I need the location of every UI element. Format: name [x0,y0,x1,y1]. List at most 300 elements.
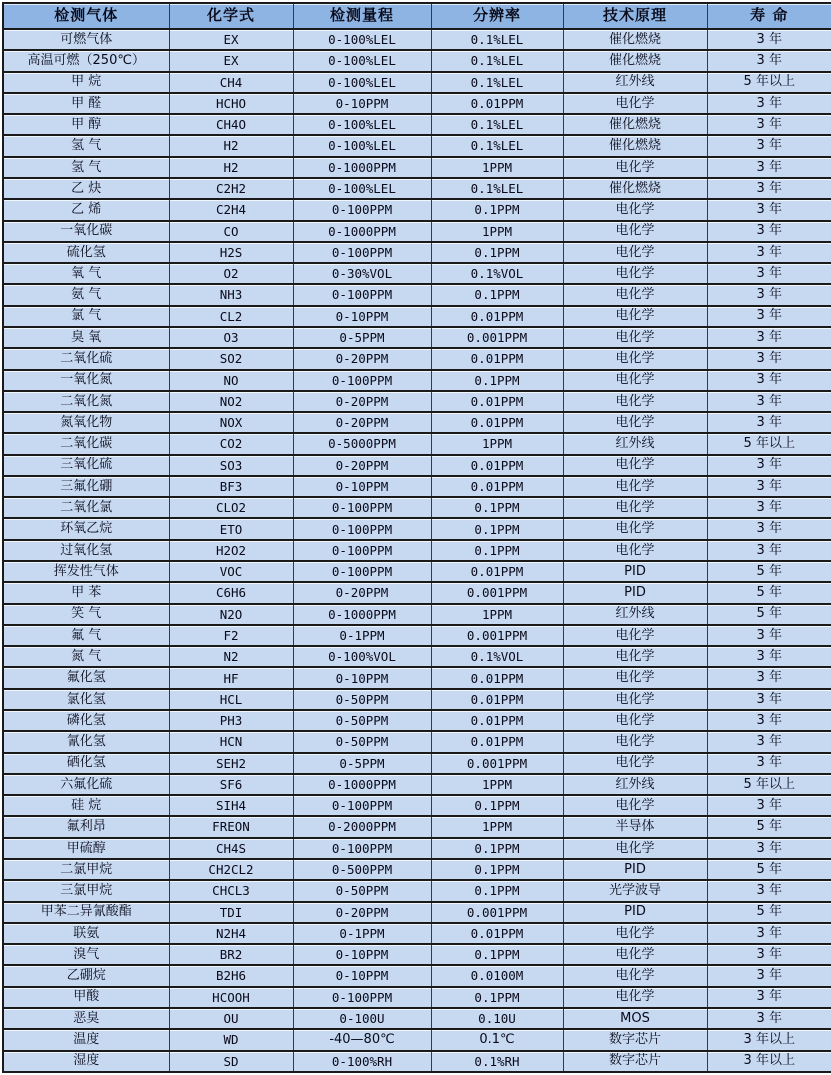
column-header-resolution: 分辨率 [431,3,563,29]
cell-lifespan: 3 年 [707,455,831,476]
cell-resolution: 0.0100M [431,965,563,986]
table-row [3,774,831,795]
column-header-lifespan: 寿 命 [707,3,831,29]
table-row [3,838,831,859]
cell-detection-range: 0-1000PPM [293,157,431,178]
cell-lifespan: 5 年以上 [707,72,831,93]
cell-lifespan: 3 年 [707,795,831,816]
cell-gas-name: 高温可燃（250℃） [3,50,169,71]
cell-lifespan: 3 年 [707,923,831,944]
cell-technology: 电化学 [563,284,707,305]
cell-gas-name: 溴气 [3,944,169,965]
cell-chemical-formula: CH4 [169,72,293,93]
cell-chemical-formula: CH2CL2 [169,859,293,880]
cell-detection-range: 0-100PPM [293,199,431,220]
cell-technology: 催化燃烧 [563,29,707,50]
column-header-technology: 技术原理 [563,3,707,29]
cell-resolution: 0.01PPM [431,689,563,710]
cell-gas-name: 二氧化氮 [3,391,169,412]
cell-gas-name: 硒化氢 [3,753,169,774]
cell-technology: 电化学 [563,391,707,412]
cell-lifespan: 5 年 [707,561,831,582]
cell-chemical-formula: TDI [169,902,293,923]
cell-chemical-formula: C2H2 [169,178,293,199]
table-row [3,433,831,454]
cell-detection-range: 0-1PPM [293,625,431,646]
cell-resolution: 0.01PPM [431,710,563,731]
cell-detection-range: 0-2000PPM [293,816,431,837]
cell-gas-name: 氧 气 [3,263,169,284]
cell-technology: 电化学 [563,157,707,178]
cell-chemical-formula: CHCL3 [169,880,293,901]
table-row [3,646,831,667]
cell-technology: 电化学 [563,263,707,284]
cell-gas-name: 氮 气 [3,646,169,667]
cell-chemical-formula: SO2 [169,348,293,369]
cell-resolution: 0.1%LEL [431,50,563,71]
cell-chemical-formula: BF3 [169,476,293,497]
cell-resolution: 0.001PPM [431,753,563,774]
cell-detection-range: 0-100%LEL [293,114,431,135]
cell-chemical-formula: SEH2 [169,753,293,774]
cell-gas-name: 乙硼烷 [3,965,169,986]
cell-chemical-formula: WD [169,1029,293,1050]
table-row [3,944,831,965]
table-row [3,157,831,178]
table-row [3,667,831,688]
table-row [3,731,831,752]
cell-chemical-formula: VOC [169,561,293,582]
table-row [3,114,831,135]
table-row [3,518,831,539]
table-row [3,242,831,263]
cell-detection-range: 0-100%LEL [293,178,431,199]
cell-resolution: 0.01PPM [431,412,563,433]
cell-resolution: 0.01PPM [431,391,563,412]
cell-chemical-formula: CH4O [169,114,293,135]
cell-lifespan: 3 年 [707,50,831,71]
table-row [3,306,831,327]
cell-resolution: 0.1%LEL [431,135,563,156]
cell-gas-name: 三氟化硼 [3,476,169,497]
cell-chemical-formula: EX [169,29,293,50]
cell-detection-range: -40—80℃ [293,1029,431,1050]
cell-chemical-formula: ETO [169,518,293,539]
cell-chemical-formula: C2H4 [169,199,293,220]
cell-resolution: 0.01PPM [431,923,563,944]
cell-resolution: 0.01PPM [431,93,563,114]
cell-technology: 电化学 [563,412,707,433]
cell-technology: 电化学 [563,540,707,561]
cell-detection-range: 0-1000PPM [293,221,431,242]
cell-gas-name: 甲硫醇 [3,838,169,859]
cell-resolution: 0.1PPM [431,987,563,1008]
cell-detection-range: 0-100PPM [293,497,431,518]
cell-resolution: 0.1%LEL [431,72,563,93]
cell-resolution: 0.1PPM [431,944,563,965]
table-row [3,582,831,603]
cell-resolution: 0.10U [431,1008,563,1029]
table-row [3,689,831,710]
cell-technology: 电化学 [563,518,707,539]
table-row [3,476,831,497]
cell-detection-range: 0-5000PPM [293,433,431,454]
cell-technology: PID [563,582,707,603]
cell-detection-range: 0-50PPM [293,710,431,731]
cell-resolution: 0.1%VOL [431,646,563,667]
table-row [3,859,831,880]
cell-technology: 电化学 [563,710,707,731]
cell-gas-name: 乙 烯 [3,199,169,220]
cell-chemical-formula: HF [169,667,293,688]
table-row [3,412,831,433]
cell-technology: 红外线 [563,72,707,93]
cell-gas-name: 氯 气 [3,306,169,327]
table-row [3,1029,831,1050]
table-row [3,135,831,156]
cell-gas-name: 乙 炔 [3,178,169,199]
cell-gas-name: 甲 苯 [3,582,169,603]
cell-resolution: 0.1%LEL [431,178,563,199]
cell-lifespan: 5 年 [707,902,831,923]
cell-technology: 电化学 [563,370,707,391]
cell-detection-range: 0-30%VOL [293,263,431,284]
table-row [3,221,831,242]
cell-technology: 催化燃烧 [563,135,707,156]
table-row [3,284,831,305]
cell-technology: MOS [563,1008,707,1029]
table-row [3,923,831,944]
cell-lifespan: 3 年 [707,199,831,220]
table-row [3,902,831,923]
cell-lifespan: 3 年 [707,221,831,242]
cell-detection-range: 0-100%LEL [293,135,431,156]
table-row [3,1008,831,1029]
cell-gas-name: 氯化氢 [3,689,169,710]
table-row [3,625,831,646]
cell-gas-name: 联氨 [3,923,169,944]
table-row [3,327,831,348]
cell-lifespan: 3 年 [707,753,831,774]
cell-technology: 红外线 [563,774,707,795]
cell-technology: 半导体 [563,816,707,837]
cell-resolution: 0.001PPM [431,327,563,348]
cell-detection-range: 0-100PPM [293,370,431,391]
cell-resolution: 0.001PPM [431,902,563,923]
cell-technology: 红外线 [563,433,707,454]
cell-detection-range: 0-100PPM [293,987,431,1008]
cell-resolution: 1PPM [431,433,563,454]
cell-resolution: 0.1PPM [431,880,563,901]
cell-gas-name: 二氧化硫 [3,348,169,369]
cell-chemical-formula: H2S [169,242,293,263]
cell-resolution: 0.001PPM [431,582,563,603]
cell-gas-name: 氨 气 [3,284,169,305]
cell-gas-name: 甲酸 [3,987,169,1008]
table-row [3,987,831,1008]
cell-lifespan: 3 年以上 [707,1051,831,1073]
cell-resolution: 0.1PPM [431,242,563,263]
cell-lifespan: 3 年 [707,29,831,50]
cell-gas-name: 二氯甲烷 [3,859,169,880]
cell-technology: 电化学 [563,944,707,965]
cell-chemical-formula: CH4S [169,838,293,859]
table-row [3,540,831,561]
cell-detection-range: 0-10PPM [293,476,431,497]
cell-chemical-formula: N2H4 [169,923,293,944]
cell-technology: 电化学 [563,327,707,348]
table-body [3,29,831,1072]
cell-gas-name: 三氧化硫 [3,455,169,476]
cell-detection-range: 0-100PPM [293,561,431,582]
cell-lifespan: 3 年 [707,157,831,178]
cell-chemical-formula: BR2 [169,944,293,965]
cell-gas-name: 甲 醛 [3,93,169,114]
cell-chemical-formula: CO [169,221,293,242]
table-row [3,93,831,114]
cell-detection-range: 0-100%LEL [293,29,431,50]
cell-chemical-formula: CLO2 [169,497,293,518]
cell-resolution: 0.1PPM [431,497,563,518]
cell-detection-range: 0-100PPM [293,518,431,539]
cell-lifespan: 3 年 [707,710,831,731]
cell-chemical-formula: H2 [169,135,293,156]
table-row [3,178,831,199]
cell-technology: 催化燃烧 [563,178,707,199]
table-row [3,497,831,518]
table-row [3,391,831,412]
cell-technology: 催化燃烧 [563,50,707,71]
cell-resolution: 1PPM [431,157,563,178]
cell-chemical-formula: N2 [169,646,293,667]
cell-technology: 光学波导 [563,880,707,901]
cell-gas-name: 氢 气 [3,135,169,156]
spec-table [2,2,831,1073]
table-header [3,3,831,29]
cell-resolution: 0.1PPM [431,838,563,859]
cell-detection-range: 0-100PPM [293,838,431,859]
cell-chemical-formula: NO [169,370,293,391]
cell-technology: PID [563,859,707,880]
cell-chemical-formula: SIH4 [169,795,293,816]
cell-technology: 电化学 [563,965,707,986]
cell-resolution: 0.1PPM [431,859,563,880]
cell-detection-range: 0-1000PPM [293,774,431,795]
cell-detection-range: 0-100PPM [293,242,431,263]
cell-gas-name: 甲苯二异氰酸酯 [3,902,169,923]
cell-lifespan: 3 年 [707,646,831,667]
cell-technology: PID [563,561,707,582]
cell-chemical-formula: CL2 [169,306,293,327]
cell-lifespan: 3 年 [707,306,831,327]
cell-lifespan: 3 年 [707,880,831,901]
cell-gas-name: 笑 气 [3,604,169,625]
cell-gas-name: 三氯甲烷 [3,880,169,901]
cell-lifespan: 3 年 [707,135,831,156]
cell-technology: 催化燃烧 [563,114,707,135]
cell-resolution: 0.1%RH [431,1051,563,1073]
cell-resolution: 1PPM [431,816,563,837]
cell-gas-name: 挥发性气体 [3,561,169,582]
table-row [3,72,831,93]
cell-resolution: 1PPM [431,221,563,242]
table-row [3,263,831,284]
cell-technology: 电化学 [563,987,707,1008]
cell-lifespan: 3 年 [707,263,831,284]
cell-gas-name: 磷化氢 [3,710,169,731]
cell-resolution: 0.1PPM [431,518,563,539]
cell-detection-range: 0-100PPM [293,795,431,816]
cell-resolution: 0.1PPM [431,795,563,816]
cell-resolution: 0.01PPM [431,348,563,369]
cell-chemical-formula: C6H6 [169,582,293,603]
cell-detection-range: 0-500PPM [293,859,431,880]
cell-detection-range: 0-100%VOL [293,646,431,667]
cell-lifespan: 5 年 [707,582,831,603]
cell-chemical-formula: PH3 [169,710,293,731]
cell-detection-range: 0-10PPM [293,667,431,688]
cell-technology: 电化学 [563,838,707,859]
cell-technology: 红外线 [563,604,707,625]
cell-lifespan: 3 年 [707,370,831,391]
cell-lifespan: 3 年 [707,93,831,114]
cell-chemical-formula: N2O [169,604,293,625]
cell-resolution: 0.01PPM [431,306,563,327]
cell-chemical-formula: O2 [169,263,293,284]
cell-lifespan: 3 年 [707,689,831,710]
cell-chemical-formula: SO3 [169,455,293,476]
table-row [3,50,831,71]
cell-lifespan: 5 年 [707,604,831,625]
cell-detection-range: 0-50PPM [293,689,431,710]
table-row [3,561,831,582]
cell-detection-range: 0-100PPM [293,540,431,561]
cell-lifespan: 3 年 [707,348,831,369]
cell-technology: 电化学 [563,476,707,497]
cell-resolution: 0.1℃ [431,1029,563,1050]
cell-technology: 电化学 [563,348,707,369]
cell-resolution: 0.01PPM [431,731,563,752]
cell-chemical-formula: FREON [169,816,293,837]
cell-technology: 电化学 [563,497,707,518]
cell-gas-name: 可燃气体 [3,29,169,50]
cell-gas-name: 六氟化硫 [3,774,169,795]
cell-lifespan: 5 年 [707,816,831,837]
cell-gas-name: 硫化氢 [3,242,169,263]
cell-lifespan: 3 年 [707,518,831,539]
cell-resolution: 0.01PPM [431,476,563,497]
cell-lifespan: 3 年 [707,114,831,135]
cell-chemical-formula: O3 [169,327,293,348]
cell-gas-name: 二氧化碳 [3,433,169,454]
cell-lifespan: 3 年 [707,667,831,688]
cell-gas-name: 环氧乙烷 [3,518,169,539]
cell-resolution: 0.1PPM [431,370,563,391]
cell-gas-name: 氟化氢 [3,667,169,688]
cell-chemical-formula: CO2 [169,433,293,454]
cell-resolution: 0.1%LEL [431,114,563,135]
cell-lifespan: 3 年 [707,412,831,433]
cell-lifespan: 3 年 [707,625,831,646]
cell-detection-range: 0-100%LEL [293,50,431,71]
cell-chemical-formula: NO2 [169,391,293,412]
cell-detection-range: 0-20PPM [293,391,431,412]
cell-chemical-formula: NH3 [169,284,293,305]
cell-gas-name: 氟 气 [3,625,169,646]
cell-chemical-formula: NOX [169,412,293,433]
table-row [3,199,831,220]
cell-lifespan: 5 年以上 [707,774,831,795]
cell-gas-name: 过氧化氢 [3,540,169,561]
cell-lifespan: 3 年 [707,327,831,348]
cell-detection-range: 0-10PPM [293,965,431,986]
cell-detection-range: 0-100U [293,1008,431,1029]
cell-gas-name: 氰化氢 [3,731,169,752]
cell-chemical-formula: EX [169,50,293,71]
cell-gas-name: 一氧化氮 [3,370,169,391]
cell-technology: 数字芯片 [563,1051,707,1073]
cell-detection-range: 0-100%RH [293,1051,431,1073]
cell-chemical-formula: HCHO [169,93,293,114]
cell-lifespan: 3 年 [707,391,831,412]
cell-chemical-formula: HCL [169,689,293,710]
header-row [3,3,831,29]
cell-resolution: 0.01PPM [431,455,563,476]
cell-gas-name: 一氧化碳 [3,221,169,242]
table-row [3,816,831,837]
cell-detection-range: 0-10PPM [293,944,431,965]
cell-resolution: 0.1%LEL [431,29,563,50]
table-row [3,795,831,816]
table-row [3,965,831,986]
cell-technology: 电化学 [563,923,707,944]
cell-chemical-formula: SF6 [169,774,293,795]
cell-lifespan: 3 年以上 [707,1029,831,1050]
cell-technology: 数字芯片 [563,1029,707,1050]
cell-detection-range: 0-5PPM [293,753,431,774]
column-header-range: 检测量程 [293,3,431,29]
cell-lifespan: 3 年 [707,965,831,986]
cell-technology: 电化学 [563,795,707,816]
column-header-gas: 检测气体 [3,3,169,29]
cell-lifespan: 3 年 [707,944,831,965]
cell-detection-range: 0-10PPM [293,306,431,327]
cell-chemical-formula: OU [169,1008,293,1029]
cell-resolution: 1PPM [431,774,563,795]
cell-chemical-formula: HCOOH [169,987,293,1008]
cell-detection-range: 0-100%LEL [293,72,431,93]
cell-gas-name: 温度 [3,1029,169,1050]
cell-technology: 电化学 [563,221,707,242]
cell-lifespan: 3 年 [707,242,831,263]
cell-detection-range: 0-20PPM [293,348,431,369]
cell-detection-range: 0-5PPM [293,327,431,348]
cell-technology: 电化学 [563,93,707,114]
table-row [3,710,831,731]
cell-gas-name: 甲 醇 [3,114,169,135]
cell-gas-name: 硅 烷 [3,795,169,816]
cell-technology: PID [563,902,707,923]
table-row [3,455,831,476]
cell-resolution: 0.1PPM [431,199,563,220]
table-row [3,880,831,901]
cell-lifespan: 3 年 [707,731,831,752]
cell-technology: 电化学 [563,646,707,667]
cell-technology: 电化学 [563,625,707,646]
cell-lifespan: 3 年 [707,178,831,199]
cell-gas-name: 甲 烷 [3,72,169,93]
cell-detection-range: 0-20PPM [293,455,431,476]
